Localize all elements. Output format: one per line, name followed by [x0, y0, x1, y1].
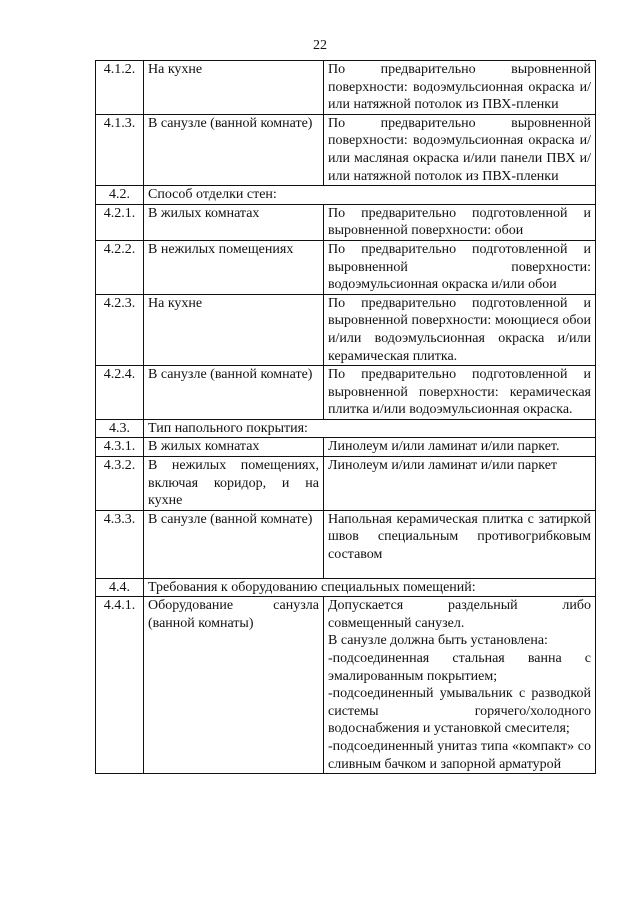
finish-description: [324, 294, 596, 365]
row-number: 4.2.1.: [96, 204, 144, 240]
description-line: Напольная керамическая плитка с затиркой швов специальным противогрибковым составом: [328, 511, 591, 563]
table-row: [96, 294, 596, 365]
row-number: 4.4.: [96, 578, 144, 597]
row-number: 4.1.2.: [96, 61, 144, 115]
description-line: -подсоединенный унитаз типа «компакт» со сливным бачком и запорной арматурой: [328, 738, 591, 772]
specification-table: [95, 60, 596, 774]
row-number: 4.3.1.: [96, 438, 144, 457]
room-name: Оборудование санузла (ванной комнаты): [144, 597, 324, 774]
table-row: [96, 366, 596, 420]
description-line: По предварительно выровненной поверхности: водоэмульсионная окраска и/или масляная окраска и/или панели ПВХ и/или натяжной потолок из ПВХ-пленки: [328, 115, 591, 184]
finish-description: [324, 240, 596, 294]
room-name: В нежилых помещениях, включая коридор, и на кухне: [144, 457, 324, 511]
section-title: Способ отделки стен:: [144, 186, 596, 205]
room-name: В санузле (ванной комнате): [144, 510, 324, 578]
description-line: По предварительно выровненной поверхности: водоэмульсионная окраска и/или натяжной потолок из ПВХ-пленки: [328, 62, 591, 113]
description-line: По предварительно подготовленной и выровненной поверхности: керамическая плитка и/или водоэмульсионная окраска.: [328, 367, 591, 418]
table-row: [96, 438, 596, 457]
row-number: 4.2.4.: [96, 366, 144, 420]
row-number: 4.3.3.: [96, 510, 144, 578]
description-line: -подсоединенная стальная ванна с эмалированным покрытием;: [328, 651, 591, 684]
table-row: [96, 510, 596, 578]
room-name: На кухне: [144, 61, 324, 115]
room-name: В жилых комнатах: [144, 204, 324, 240]
finish-description: [324, 366, 596, 420]
row-number: 4.2.3.: [96, 294, 144, 365]
description-line: В санузле должна быть установлена:: [328, 633, 548, 649]
section-title: Требования к оборудованию специальных помещений:: [144, 578, 596, 597]
row-number: 4.1.3.: [96, 114, 144, 185]
table-row: [96, 114, 596, 185]
row-number: 4.2.: [96, 186, 144, 205]
table-row: [96, 457, 596, 511]
section-title: Тип напольного покрытия:: [144, 419, 596, 438]
description-line: По предварительно подготовленной и выровненной поверхности: обои: [328, 205, 591, 239]
room-name: В жилых комнатах: [144, 438, 324, 457]
room-name: На кухне: [144, 294, 324, 365]
room-name: В санузле (ванной комнате): [144, 114, 324, 185]
table-row: [96, 61, 596, 115]
specification-table-body: [96, 61, 596, 774]
description-line: По предварительно подготовленной и выровненной поверхности: водоэмульсионная окраска и/или обои: [328, 241, 591, 293]
description-line: Линолеум и/или ламинат и/или паркет.: [328, 439, 560, 455]
finish-description: [324, 457, 596, 511]
room-name: В санузле (ванной комнате): [144, 366, 324, 420]
section-row: [96, 419, 596, 438]
finish-description: [324, 510, 596, 578]
section-row: [96, 578, 596, 597]
page-number: 22: [313, 38, 327, 53]
finish-description: [324, 114, 596, 185]
description-line: -подсоединенный умывальник с разводкой системы горячего/холодного водоснабжения и установкой смесителя;: [328, 686, 591, 737]
table-row: [96, 204, 596, 240]
table-row: [96, 240, 596, 294]
description-line: По предварительно подготовленной и выровненной поверхности: моющиеся обои и/или водоэмульсионная окраска и/или керамическая плитка.: [328, 295, 591, 364]
section-row: [96, 186, 596, 205]
finish-description: [324, 597, 596, 774]
room-name: В нежилых помещениях: [144, 240, 324, 294]
row-number: 4.3.2.: [96, 457, 144, 511]
row-number: 4.2.2.: [96, 240, 144, 294]
row-number: 4.3.: [96, 419, 144, 438]
finish-description: [324, 438, 596, 457]
finish-description: [324, 61, 596, 115]
table-row: [96, 597, 596, 774]
finish-description: [324, 204, 596, 240]
description-line: Линолеум и/или ламинат и/или паркет: [328, 458, 558, 474]
description-line: Допускается раздельный либо совмещенный санузел.: [328, 598, 591, 631]
row-number: 4.4.1.: [96, 597, 144, 774]
